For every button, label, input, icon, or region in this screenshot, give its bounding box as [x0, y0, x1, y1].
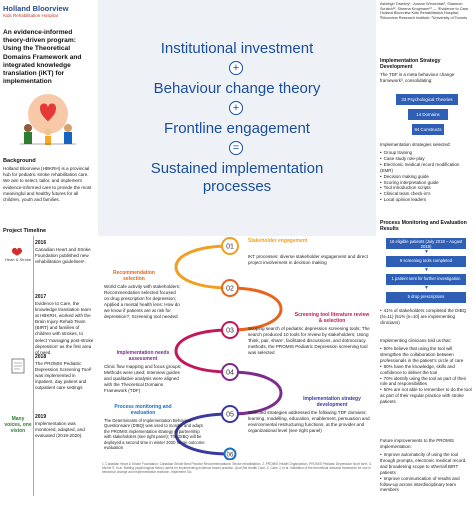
- heart-stroke-label: Heart & Stroke: [4, 257, 32, 262]
- arrow-down-icon: ▼: [424, 249, 429, 255]
- step-01-text: IKT processes: diverse stakeholder engagement and direct project involvement in decision making: [248, 254, 368, 265]
- flow-box-prescriptions: 5 drop prescriptions: [386, 292, 466, 303]
- step-04-title: Implementation needs assessment: [116, 350, 170, 362]
- step-02-title: Recommendation selection: [113, 270, 155, 282]
- timeline-text-2017: Evidence to Care, the knowledge translation team at HBKRH, worked with the Brain Injury Rehab Team (BIRT) and families of children with strokes, to select 'managing post-stroke depression' as the first area of need.: [35, 301, 94, 355]
- heart-stroke-logo: [4, 246, 32, 262]
- step-02-text: World Cafe activity with stakeholders; Recommendation selected focused on drug prescription for depression; Applied a mental health lens: How do we know if patients are at risk for depression?; Screening tool needed: [104, 284, 181, 319]
- arrow-down-icon: ▼: [424, 285, 429, 291]
- timeline-year-2019: 2019: [35, 414, 47, 420]
- list-item: • Case study role-play: [380, 156, 472, 162]
- future-list: [380, 452, 472, 493]
- list-item: • 80% have the knowledge, skills and confidence to deliver the tool: [380, 364, 472, 376]
- strategy-list: [380, 150, 472, 203]
- timeline-text-2018: The PROMIS Pediatric Depression Screening Tool² was implemented in inpatient, day patient and outpatient care settings: [35, 361, 92, 391]
- list-item: • 70% identify using the tool as part of their role and responsibilities: [380, 376, 472, 388]
- timeline-line: [33, 236, 34, 496]
- svg-text:04: 04: [226, 369, 234, 377]
- center-column: [98, 0, 376, 514]
- monitoring-heading: Process Monitoring and Evaluation Results: [380, 220, 467, 233]
- hospital-logo: [3, 4, 95, 19]
- list-item: • Electronic medical record modification (EMR): [380, 162, 472, 174]
- flow-box-eligible: 16 eligible patients (July 2018 – August 2019): [386, 238, 466, 249]
- svg-text:01: 01: [226, 243, 234, 251]
- list-item: • Clinical team check-in's: [380, 191, 472, 197]
- plus-sign-1: +: [229, 61, 243, 75]
- timeline-year-2017: 2017: [35, 294, 47, 300]
- step-06-title: Process monitoring and evaluation: [114, 404, 172, 416]
- banner-sustained-implementation: Sustained implementation processes: [150, 160, 324, 195]
- monitoring-stat: [380, 308, 472, 326]
- references: 1. Canadian Heart & Stroke Foundation. Canadian Stroke Best Practice Recommendations: Stroke rehabilitation. 2. PROMIS Health Organization. PROMIS Pediatric Depression short form. 3. Michie S, et al. Making psychological theory useful for implementing evidence based practice. Qual Saf Health Care. 4. Cane J, et al. Validation of the theoretical domains framework for use in behaviour change and implementation research. Implement Sci.: [102, 462, 372, 475]
- promis-tool-icon: [4, 358, 32, 375]
- strategy-list-intro: Implementation strategies selected:: [380, 142, 451, 147]
- background-heading: Background: [3, 158, 36, 164]
- step-05-text: Selected strategies addressed the following TDF domains: learning, modelling, education, enablement, persuasion and environmental restructuring functions, at the provider and organizational level (see right panel): [248, 410, 370, 433]
- tdf-box-domains: 14 Domains: [408, 109, 448, 120]
- svg-text:03: 03: [226, 327, 234, 335]
- step-circle-06: [225, 449, 236, 460]
- left-column: [0, 0, 96, 514]
- clinicians-intro: Implementing clinicians told us that:: [380, 338, 452, 343]
- equals-sign: =: [229, 141, 243, 155]
- timeline-heading: Project Timeline: [3, 228, 47, 234]
- timeline-text-2016: Canadian Heart and Stroke Foundation published new rehabilitation guidelines¹.: [35, 247, 91, 265]
- list-item: • 90% believe that using the tool will strengthen the collaboration between professionals in the patient's circle of care: [380, 346, 472, 364]
- clinicians-list: [380, 346, 472, 405]
- step-06-text: The Determinants of Implementation Behaviour Questionnaire (DIBQ) was used to monitor and adapt the PROMIS implementation strategy in partnership with stakeholders (see right panel); The DIBQ will be deployed a second time in winter 2020 for an outcome evaluation: [104, 418, 205, 451]
- logo-sub-text: Kids Rehabilitation Hospital: [3, 13, 58, 18]
- tdf-box-theories: 33 Psychological Theories: [396, 94, 458, 105]
- svg-text:02: 02: [226, 285, 234, 293]
- list-item: • Decision making guide: [380, 174, 472, 180]
- banner-behaviour-change-theory: Behaviour change theory: [153, 80, 321, 97]
- author-block: Ashleigh Townley¹, Joanne Wincentak¹, Shannon Scratch¹², Sheena Krogmann¹³ — ¹Evidence to Care, Holland Bloorview Kids Rehabilitation Hospital; ²Bloorview Research Institute; ³University of Toronto: [380, 2, 470, 21]
- flow-box-investigation: 1 patient sent for further investigation: [386, 274, 466, 285]
- svg-text:05: 05: [226, 411, 234, 419]
- banner-institutional-investment: Institutional investment: [160, 40, 314, 57]
- step-03-text: Scoping search of pediatric depression screening tools; The search produced 10 tools for review by stakeholders; Using 'think, pair, share', facilitated discussions, and dotmocracy methods, the PROMIS Pediatric Depression screening tool was selected: [248, 326, 370, 355]
- arrow-down-icon: ▼: [424, 267, 429, 273]
- tdf-box-constructs: 84 Constructs: [412, 124, 444, 135]
- poster-title: An evidence-informed theory-driven program: Using the Theoretical Domains Framework and integrated knowledge translation (iKT) for implementation: [3, 29, 82, 86]
- family-hands-illustration: [6, 88, 90, 148]
- list-item: • Local opinion leaders: [380, 197, 472, 203]
- many-voices-logo: Many voices, one vision: [4, 416, 32, 434]
- list-item: • Group training: [380, 150, 472, 156]
- strategy-heading: Implementation Strategy Development: [380, 58, 441, 71]
- step-04-text: Clinic flow mapping and focus groups; Methods were used; Interview guides and qualitative analysis were aligned with the Theoretical Domains Framework (TDF): [104, 364, 182, 393]
- flow-box-completed: 9 screening tools completed: [386, 256, 466, 267]
- future-intro: Future improvements to the PROMIS implementation:: [380, 438, 455, 449]
- list-item: • Scoring interpretation guide: [380, 180, 472, 186]
- step-circle-02: [222, 280, 238, 296]
- step-circle-03: [222, 322, 238, 338]
- plus-sign-2: +: [229, 101, 243, 115]
- list-item: • Tool introduction scripts: [380, 185, 472, 191]
- step-circle-05: [222, 406, 238, 422]
- step-01-title: Stakeholder engagement: [248, 238, 308, 244]
- list-item: • Improve automaticity of using the tool through prompts, electronic medical record, and broadening scope to other/all BIRT patients: [380, 452, 472, 476]
- step-circle-01: [222, 238, 238, 254]
- step-circle-04: [222, 364, 238, 380]
- svg-text:06: 06: [226, 452, 234, 459]
- list-item: • 41% of stakeholders completed the DIBQ (N=11) (51% [n=10] are implementing clinicians): [380, 308, 472, 326]
- timeline-year-2016: 2016: [35, 240, 47, 246]
- step-05-title: Implementation strategy development: [303, 396, 361, 408]
- list-item: • 50% are not able to remember to do the tool as part of their regular practice with stroke patients: [380, 387, 472, 405]
- timeline-year-2018: 2018: [35, 354, 47, 360]
- list-item: • Improve communication of results and follow-up across interdisciplinary team members: [380, 476, 472, 494]
- step-03-title: Screening tool literature review & selection: [294, 312, 370, 324]
- banner-frontline-engagement: Frontline engagement: [164, 120, 310, 137]
- logo-main-text: Holland Bloorview: [3, 4, 69, 13]
- background-text: Holland Bloorview (HBKRH) is a provincial hub for pediatric stroke rehabilitation care. We aim to select, tailor, and implement evidence-informed care to provide the most meaningful and healthy futures for all children, youth and families.: [3, 166, 92, 203]
- equation-banner: [98, 0, 376, 236]
- strategy-intro: The TDF is a meta behaviour change framework³, consolidating:: [380, 72, 455, 83]
- right-column: [378, 0, 474, 514]
- timeline-text-2019: Implementation was monitored, adapted, and evaluated (2019-2020).: [35, 421, 85, 439]
